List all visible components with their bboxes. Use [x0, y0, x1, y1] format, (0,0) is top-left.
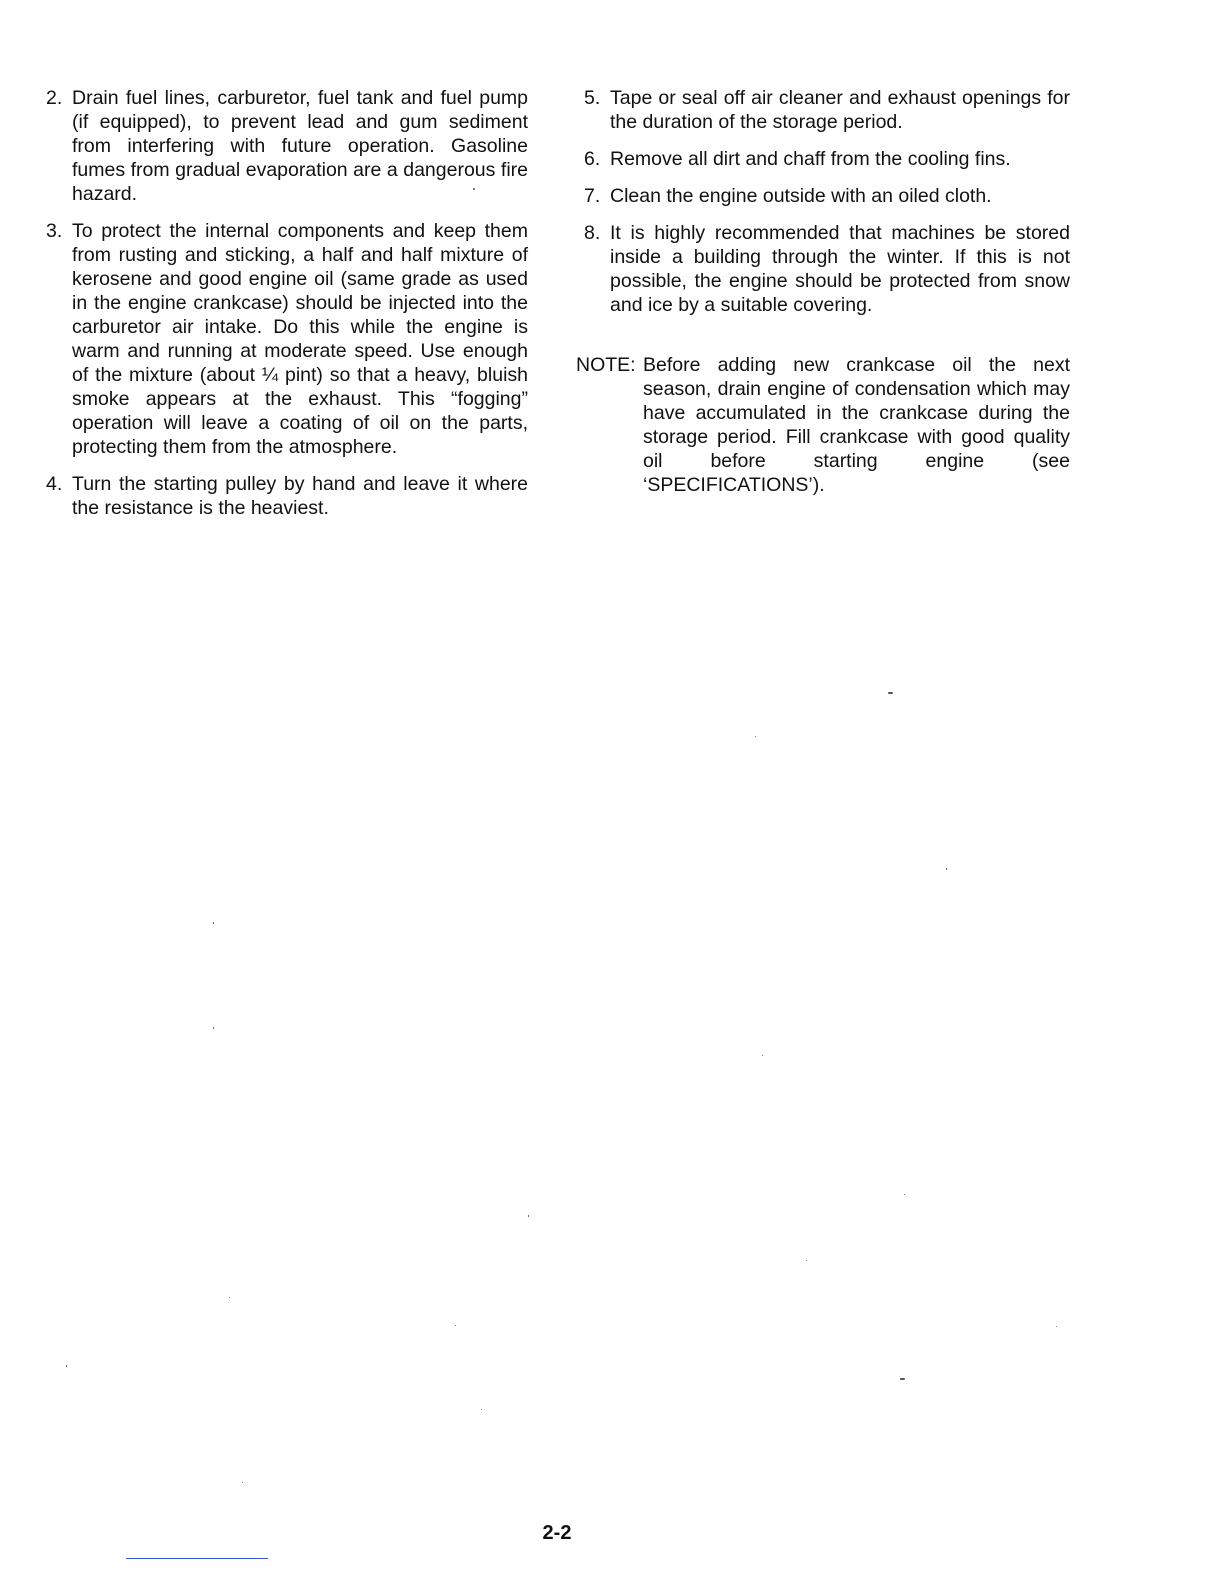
scan-speck — [213, 1027, 214, 1029]
list-item — [46, 219, 528, 459]
page-number: 2-2 — [542, 1522, 572, 1544]
footer-rule — [126, 1558, 268, 1559]
scan-speck — [481, 1409, 482, 1410]
list-item — [584, 147, 1070, 171]
item-text: Turn the starting pulley by hand and leave it where the resistance is the heaviest. — [72, 473, 528, 519]
scan-speck — [455, 1325, 456, 1326]
list-item — [46, 86, 528, 206]
item-text: Clean the engine outside with an oiled cloth. — [610, 185, 992, 207]
scan-speck — [755, 736, 756, 737]
scan-speck — [229, 1297, 230, 1298]
item-number: 4. — [46, 473, 63, 495]
item-text: Drain fuel lines, carburetor, fuel tank and fuel pump (if equipped), to prevent lead and gum sediment from interfering with future operation. Gasoline fumes from gradual evaporation are a dangerous fire hazard. — [72, 87, 528, 205]
item-number: 6. — [584, 148, 601, 170]
item-text: To protect the internal components and keep them from rusting and sticking, a half and half mixture of kerosene and good engine oil (same grade as used in the engine crankcase) should be injected into the carburetor air intake. Do this while the engine is warm and running at moderate speed. Use enough of the mixture (about ¼ pint) so that a heavy, bluish smoke appears at the exhaust. This “fogging” operation will leave a coating of oil on the parts, protecting them from the atmosphere. — [72, 220, 528, 458]
scan-speck — [946, 868, 947, 870]
scan-speck — [213, 922, 214, 924]
item-number: 2. — [46, 87, 63, 109]
item-number: 8. — [584, 222, 601, 244]
item-number: 7. — [584, 185, 601, 207]
scan-speck — [888, 692, 893, 694]
note-label: NOTE: — [576, 354, 636, 376]
item-text: Remove all dirt and chaff from the cooling fins. — [610, 148, 1011, 170]
note-text: Before adding new crankcase oil the next season, drain engine of condensation which may have accumulated in the crankcase during the storage period. Fill crankcase with good quality oil before starting engine (see ‘SPECIFICATIONS’). — [643, 354, 1070, 496]
list-item — [584, 184, 1070, 208]
scan-speck — [242, 1482, 243, 1483]
item-number: 5. — [584, 87, 601, 109]
right-column — [576, 86, 1070, 497]
item-text: Tape or seal off air cleaner and exhaust openings for the duration of the storage period. — [610, 87, 1070, 133]
list-item — [584, 221, 1070, 317]
scan-speck — [528, 1215, 529, 1217]
item-text: It is highly recommended that machines be stored inside a building through the winter. If this is not possible, the engine should be protected from snow and ice by a suitable covering. — [610, 222, 1070, 316]
list-item — [584, 86, 1070, 134]
note-block — [576, 353, 1070, 497]
scan-speck — [806, 1260, 807, 1261]
scan-speck — [473, 188, 475, 190]
left-column — [46, 86, 528, 533]
scan-speck — [1056, 1326, 1057, 1327]
item-number: 3. — [46, 220, 63, 242]
scan-speck — [900, 1378, 905, 1380]
list-item — [46, 472, 528, 520]
scan-speck — [66, 1365, 67, 1367]
scan-speck — [762, 1055, 763, 1056]
scan-speck — [904, 1194, 905, 1195]
